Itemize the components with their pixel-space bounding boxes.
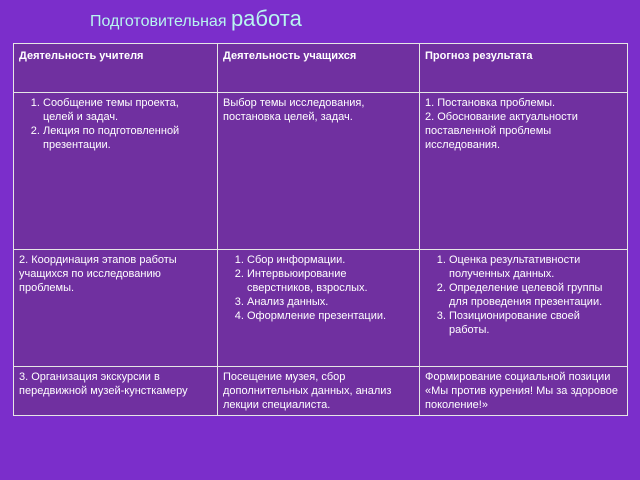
- cell-forecast: [420, 250, 628, 367]
- title-part-1: Подготовительная: [90, 13, 227, 30]
- students-list: [223, 253, 414, 323]
- list-item: 3. Позиционирование своей работы.: [449, 309, 622, 337]
- header-forecast: Прогноз результата: [420, 44, 628, 93]
- cell-teacher: [14, 93, 218, 250]
- table-header-row: [14, 44, 628, 93]
- table-row: [14, 367, 628, 416]
- header-students: Деятельность учащихся: [218, 44, 420, 93]
- list-item: 2. Определение целевой группы для проведения презентации.: [449, 281, 622, 309]
- cell-forecast: Формирование социальной позиции «Мы против курения! Мы за здоровое поколение!»: [420, 367, 628, 416]
- activity-table: [13, 43, 628, 416]
- cell-teacher: 3. Организация экскурсии в передвижной музей-кунсткамеру: [14, 367, 218, 416]
- title-part-2: работа: [230, 6, 302, 31]
- cell-forecast: [420, 93, 628, 250]
- list-item: 4. Оформление презентации.: [247, 309, 414, 323]
- list-item: 1. Оценка результативности полученных данных.: [449, 253, 622, 281]
- teacher-list: [19, 96, 212, 152]
- list-item: 2. Лекция по подготовленной презентации.: [43, 124, 212, 152]
- forecast-list: [425, 253, 622, 337]
- cell-students: [218, 250, 420, 367]
- list-item: 1. Сбор информации.: [247, 253, 414, 267]
- table-row: [14, 250, 628, 367]
- table-row: [14, 93, 628, 250]
- list-item: 3. Анализ данных.: [247, 295, 414, 309]
- forecast-line: 2. Обоснование актуальности поставленной проблемы исследования.: [425, 111, 578, 151]
- header-teacher: Деятельность учителя: [14, 44, 218, 93]
- cell-students: Выбор темы исследования, постановка целей, задач.: [218, 93, 420, 250]
- cell-teacher: 2. Координация этапов работы учащихся по исследованию проблемы.: [14, 250, 218, 367]
- slide-title: [90, 6, 302, 32]
- list-item: 1. Сообщение темы проекта, целей и задач.: [43, 96, 212, 124]
- forecast-line: 1. Постановка проблемы.: [425, 97, 556, 109]
- list-item: 2. Интервьюирование сверстников, взрослых.: [247, 267, 414, 295]
- cell-students: Посещение музея, сбор дополнительных данных, анализ лекции специалиста.: [218, 367, 420, 416]
